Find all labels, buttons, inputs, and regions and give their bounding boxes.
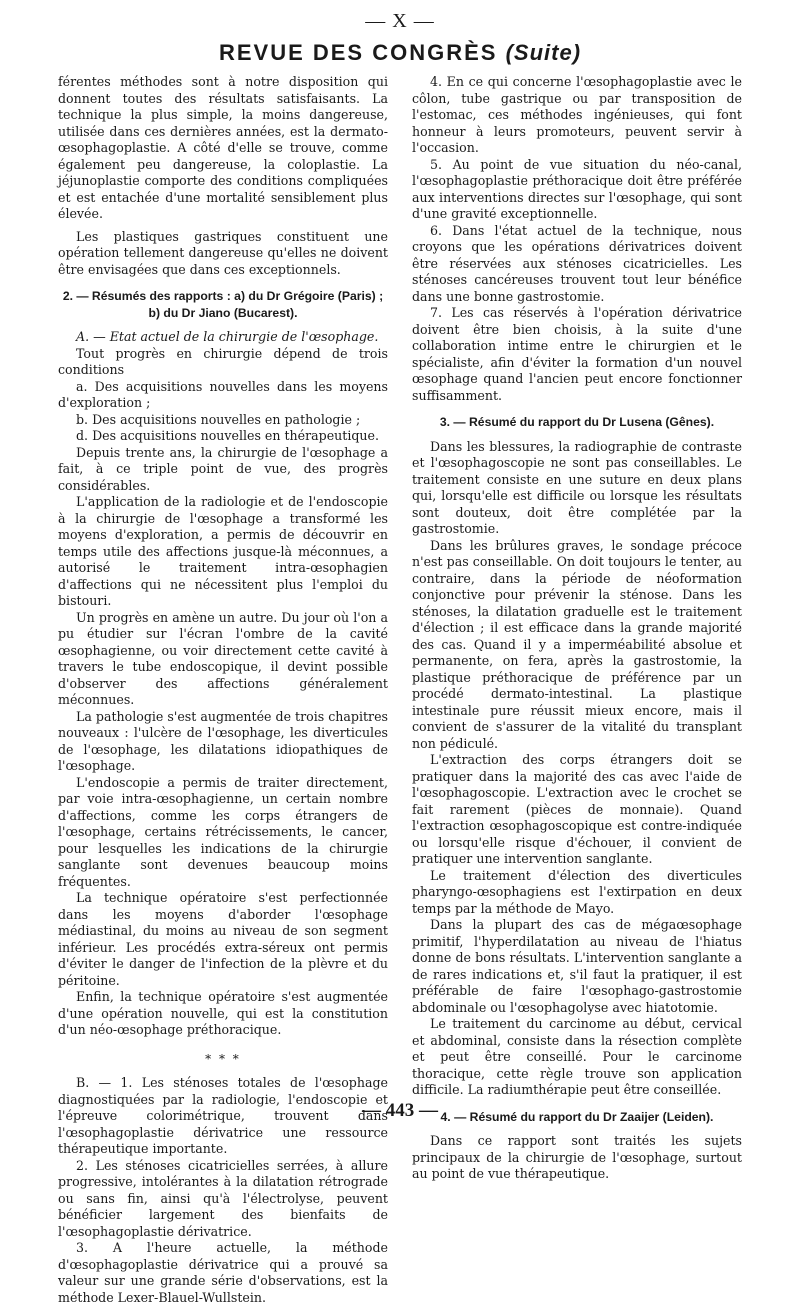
paragraph: Dans les brûlures graves, le sondage précoce n'est pas conseillable. On doit toujours le tenter, au contraire, dans la période de néoformation conjonctive pour prévenir la sténose. Dans les sténoses, la dilatation graduelle est le traitement d'élection ; il est efficace dans la grande majorité des cas. Quand il y a imperméabilité absolue et permanente, on fera, après la gastrostomie, la plastique préthoracique de préférence par un procédé dermato-intestinal. La plastique intestinale pure réussit mieux encore, mais il convient de s'assurer de la vitalité du transplant non pédiculé. <box>412 537 742 751</box>
list-item: a. Des acquisitions nouvelles dans les moyens d'exploration ; <box>58 378 388 410</box>
paragraph: L'application de la radiologie et de l'endoscopie à la chirurgie de l'œsophage a transformé les moyens d'exploration, a permis de découvrir en temps utile des affections jusque-là méconnues, a autorisé le traitement intra-œsophagien d'affections qui ne nécessitent plus l'emploi du bistouri. <box>58 494 388 608</box>
paragraph: Le traitement d'élection des diverticules pharyngo-œsophagiens est l'extirpation en deux temps par la méthode de Mayo. <box>412 867 742 916</box>
paragraph: L'endoscopie a permis de traiter directement, par voie intra-œsophagienne, un certain nombre d'affections, comme les corps étrangers de l'œsophage, certains rétrécissements, le cancer, pour lesquelles les indications de la chirurgie sanglante sont devenues beaucoup moins fréquentes. <box>58 774 388 889</box>
subsection-title: A. — Etat actuel de la chirurgie de l'œsophage. <box>76 329 379 344</box>
paragraph: 5. Au point de vue situation du néo-canal, l'œsophagoplastie préthoracique doit être préférée aux interventions directes sur l'œsophage, qui sont d'une gravité exceptionnelle. <box>412 156 742 221</box>
paragraph: La pathologie s'est augmentée de trois chapitres nouveaux : l'ulcère de l'œsophage, les diverticules de l'œsophage, les dilatations idiopathiques de l'œsophage. <box>58 708 388 773</box>
paragraph: 3. A l'heure actuelle, la méthode d'œsophagoplastie dérivatrice qui a prouvé sa valeur sur une grande série d'observations, est la méthode Lexer-Blauel-Wullstein. <box>58 1240 388 1305</box>
paragraph: La technique opératoire s'est perfectionnée dans les moyens d'aborder l'œsophage médiastinal, du moins au niveau de son segment inférieur. Les procédés extra-séreux ont permis d'éviter le danger de l'infection de la plèvre et du péritoine. <box>58 890 388 988</box>
paragraph: B. — 1. Les sténoses totales de l'œsophage diagnostiquées par la radiologie, l'endoscopie et l'épreuve colorimétrique, trouvent dans l'œsophagoplastie dérivatrice une ressource thérapeutique importante. <box>58 1075 388 1156</box>
paragraph: férentes méthodes sont à notre disposition qui donnent toutes des résultats satisfaisants. La technique la plus simple, la moins dangereuse, utilisée dans ces dernières années, est la dermato-œsophagoplastie. A côté d'elle se trouve, comme également peu dangereuse, la coloplastie. La jéjunoplastie comporte des conditions compliquées et est entachée d'une mortalité sensiblement plus élevée. <box>58 74 388 221</box>
paragraph: Depuis trente ans, la chirurgie de l'œsophage a fait, à ce triple point de vue, des progrès considérables. <box>58 444 388 493</box>
list-item: d. Des acquisitions nouvelles en thérapeutique. <box>76 428 379 443</box>
section-heading-4: 4. — Résumé du rapport du Dr Zaaijer (Leiden). <box>440 1109 714 1124</box>
page-number: — 443 — <box>362 1100 438 1121</box>
paragraph: Les plastiques gastriques constituent une opération tellement dangereuse qu'elles ne doivent être envisagées que dans ces exceptionnels. <box>58 228 388 277</box>
paragraph: Tout progrès en chirurgie dépend de trois conditions <box>58 345 388 377</box>
paragraph: Un progrès en amène un autre. Du jour où l'on a pu étudier sur l'écran l'ombre de la cavité œsophagienne, ou voir directement cette cavité à travers le tube endoscopique, il devint possible d'observer des affections généralement méconnues. <box>58 609 388 707</box>
paragraph: 4. En ce qui concerne l'œsophagoplastie avec le côlon, tube gastrique ou par transposition de l'estomac, ces méthodes ingénieuses, qui font honneur à leurs promoteurs, peuvent servir à l'occasion. <box>412 74 742 155</box>
running-head <box>0 40 800 66</box>
paragraph: Dans ce rapport sont traités les sujets principaux de la chirurgie de l'œsophage, surtout au point de vue thérapeutique. <box>412 1133 742 1181</box>
running-head-title: REVUE DES CONGRÈS <box>218 40 498 65</box>
paragraph: Dans les blessures, la radiographie de contraste et l'œsophagoscopie ne sont pas conseillables. Le traitement consiste en une suture en deux plans qui, lorsqu'elle est difficile ou lorsque les résultats sont douteux, doit être complétée par la gastrostomie. <box>412 438 742 536</box>
list-item: b. Des acquisitions nouvelles en pathologie ; <box>76 411 361 427</box>
paragraph: 7. Les cas réservés à l'opération dérivatrice doivent être bien choisis, à la suite d'une collaboration intime entre le chirurgien et le spécialiste, afin d'éviter la formation d'un nouvel œsophage quand l'ancien peut encore fonctionner suffisamment. <box>412 305 742 403</box>
running-head-suite: (Suite) <box>505 40 582 65</box>
section-heading-2: 2. — Résumés des rapports : a) du Dr Grégoire (Paris) ; b) du Dr Jiano (Bucarest). <box>62 289 384 320</box>
roman-page-number: — X — <box>365 10 435 32</box>
paragraph: Le traitement du carcinome au début, cervical et abdominal, consiste dans la résection complète et peut être conseillé. Pour le carcinome thoracique, cette règle trouve son application difficile. La radiumthérapie peut être conseillée. <box>412 1016 742 1097</box>
paragraph: Enfin, la technique opératoire s'est augmentée d'une opération nouvelle, qui est la constitution d'un néo-œsophage préthoracique. <box>58 989 388 1037</box>
right-column <box>412 74 742 1183</box>
paragraph: 6. Dans l'état actuel de la technique, nous croyons que les opérations dérivatrices doivent être réservées aux sténoses cicatricielles. Les sténoses cancéreuses trouvent tout leur bénéfice dans une bonne gastrostomie. <box>412 222 742 304</box>
section-separator: * * * <box>205 1051 241 1066</box>
paragraph: Dans la plupart des cas de mégaœsophage primitif, l'hyperdilatation au niveau de l'hiatus donne de bons résultats. L'intervention sanglante a de rares indications et, s'il faut la pratiquer, il est préférable de faire l'œsophago-gastrostomie abdominale ou l'œsophagolyse avec hiatotomie. <box>412 917 742 1015</box>
paragraph: L'extraction des corps étrangers doit se pratiquer dans la majorité des cas avec l'aide de l'œsophagoscopie. L'extraction avec le crochet se fait rarement (pièces de monnaie). Quand l'extraction œsophagoscopique est contre-indiquée ou lorsqu'elle risque d'échouer, il convient de pratiquer une intervention sanglante. <box>412 752 742 866</box>
paragraph: 2. Les sténoses cicatricielles serrées, à allure progressive, intolérantes à la dilatation rétrograde ou sans fin, ainsi qu'à l'électrolyse, peuvent bénéficier largement des bienfaits de l'œsophagoplastie dérivatrice. <box>58 1157 388 1239</box>
section-heading-3: 3. — Résumé du rapport du Dr Lusena (Gênes). <box>439 415 715 429</box>
